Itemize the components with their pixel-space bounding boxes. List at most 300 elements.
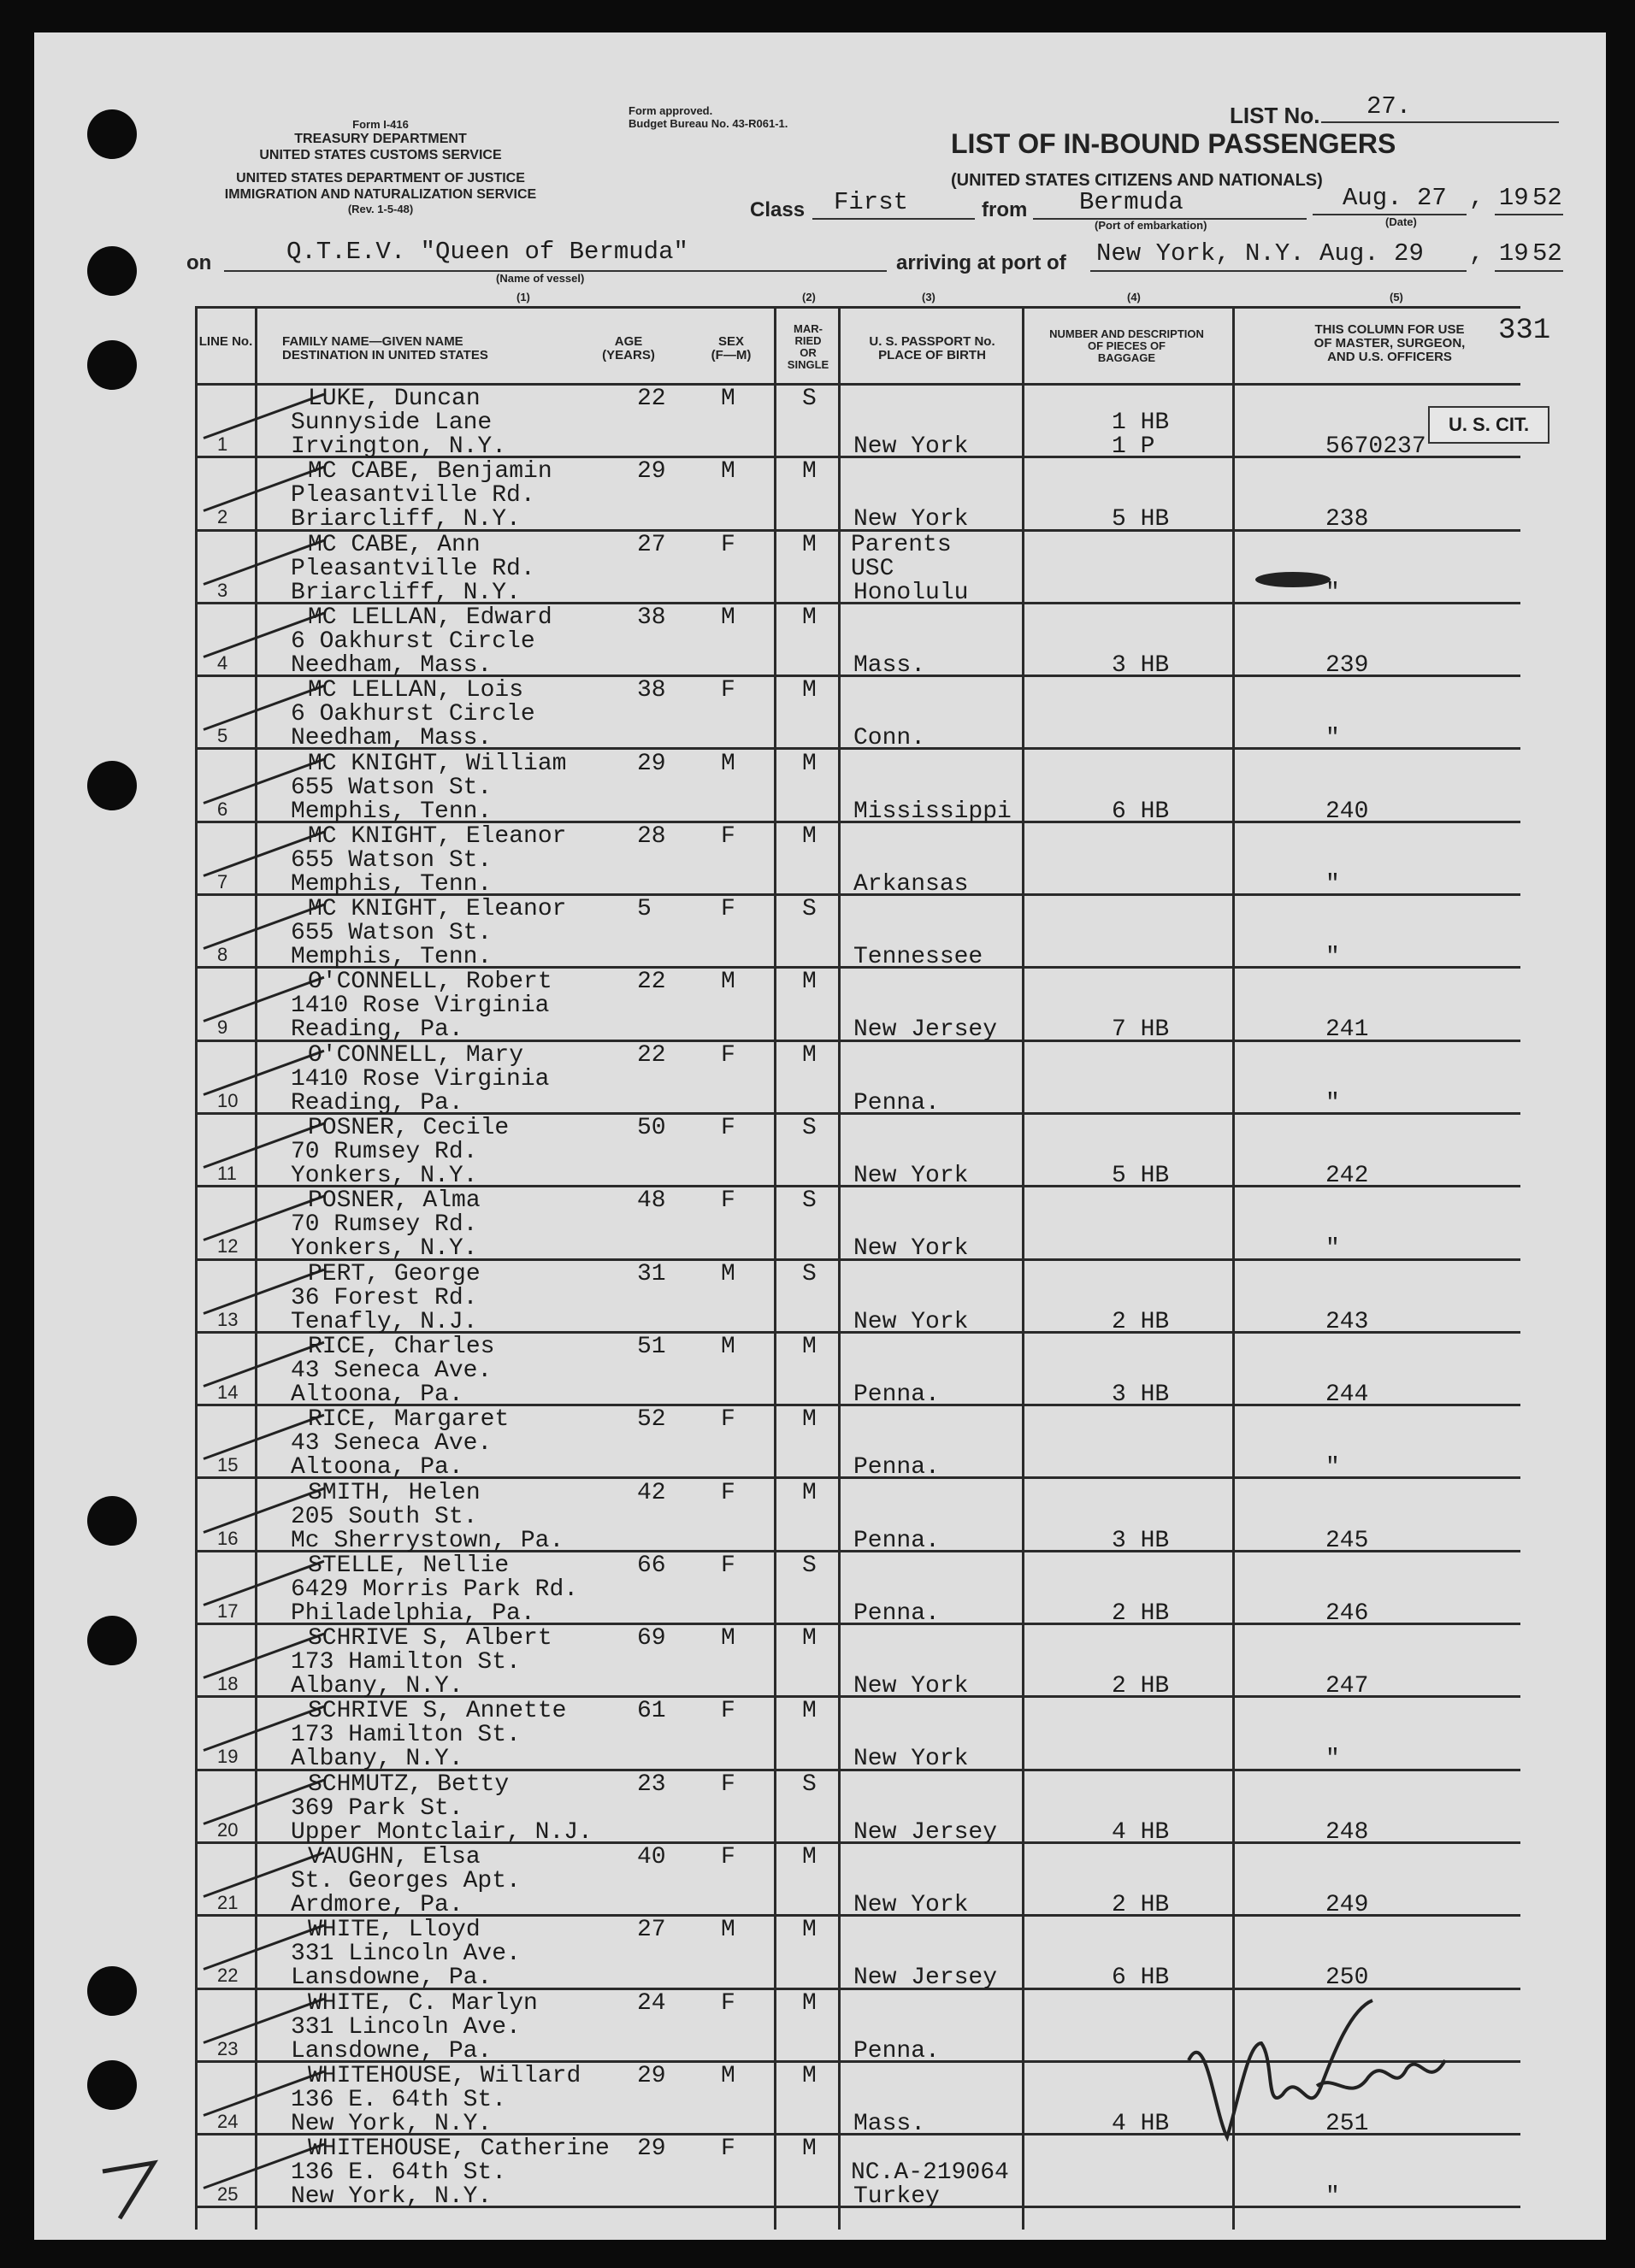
list-underline xyxy=(1321,121,1559,123)
col-num-3: (3) xyxy=(922,291,936,303)
punch-hole xyxy=(87,246,137,296)
year-prefix-2: 19 xyxy=(1498,239,1529,268)
passenger-name: MC CABE, Benjamin xyxy=(308,458,552,486)
table-row xyxy=(195,823,1520,896)
age: 61 xyxy=(637,1698,666,1725)
list-title: LIST OF IN-BOUND PASSENGERS xyxy=(951,128,1396,159)
age: 27 xyxy=(637,531,666,558)
sex: F xyxy=(721,1115,735,1141)
page-number: 331 xyxy=(1498,315,1551,347)
address-line-2: Ardmore, Pa. xyxy=(291,1892,463,1918)
sex: F xyxy=(721,1479,735,1506)
table-row xyxy=(195,1480,1520,1552)
officer-entry: 5670237 xyxy=(1325,433,1426,460)
officer-entry: " xyxy=(1325,1454,1340,1482)
address-line-2: Mc Sherrystown, Pa. xyxy=(291,1527,564,1554)
address-line-2: Memphis, Tenn. xyxy=(291,944,493,971)
place-of-birth: New York xyxy=(853,1892,969,1918)
col-num-4: (4) xyxy=(1127,291,1141,303)
age: 22 xyxy=(637,969,666,996)
arrival-year-prefix: , 19 xyxy=(1469,239,1529,268)
marital-status: M xyxy=(802,1333,817,1360)
place-of-birth: Penna. xyxy=(853,1454,940,1482)
address-line-2: Tenafly, N.J. xyxy=(291,1308,478,1335)
age: 27 xyxy=(637,1917,666,1944)
line-number: 13 xyxy=(217,1308,239,1330)
officer-entry: 251 xyxy=(1325,2110,1369,2137)
marital-status: M xyxy=(802,1041,817,1069)
place-of-birth: New York xyxy=(853,1308,969,1335)
officer-entry: 247 xyxy=(1325,1673,1369,1700)
line-number: 24 xyxy=(217,2110,239,2132)
punch-hole xyxy=(87,761,137,810)
officer-entry: " xyxy=(1325,1235,1340,1263)
line-number: 19 xyxy=(217,1746,239,1768)
passenger-name: O'CONNELL, Robert xyxy=(308,969,552,996)
address-line-1: 70 Rumsey Rd. xyxy=(291,1139,478,1165)
baggage-line-2: 2 HB xyxy=(1112,1892,1170,1918)
punch-hole xyxy=(87,2060,137,2110)
address-line-1: 70 Rumsey Rd. xyxy=(291,1211,478,1239)
vessel-name: Q.T.E.V. "Queen of Bermuda" xyxy=(286,238,688,266)
on-label: on xyxy=(186,251,212,274)
marital-status: M xyxy=(802,1844,817,1870)
place-of-birth: Penna. xyxy=(853,1527,940,1554)
passenger-name: SCHRIVE S, Albert xyxy=(308,1625,552,1652)
passenger-name: RICE, Margaret xyxy=(308,1406,510,1434)
address-line-1: St. Georges Apt. xyxy=(291,1868,521,1894)
passenger-name: MC LELLAN, Lois xyxy=(308,677,524,704)
passenger-name: MC KNIGHT, Eleanor xyxy=(308,896,567,923)
marital-status: S xyxy=(802,1770,817,1798)
address-line-2: Memphis, Tenn. xyxy=(291,870,493,898)
embarkation-port: Bermuda xyxy=(1079,188,1183,216)
sex: F xyxy=(721,822,735,850)
baggage-line-2: 3 HB xyxy=(1112,1381,1170,1408)
address-line-2: Altoona, Pa. xyxy=(291,1381,463,1408)
address-line-2: Irvington, N.Y. xyxy=(291,433,507,460)
baggage-line-2: 3 HB xyxy=(1112,1527,1170,1554)
marital-status: M xyxy=(802,1625,817,1652)
table-row xyxy=(195,751,1520,823)
age: 24 xyxy=(637,1989,666,2017)
place-of-birth: New York xyxy=(853,1746,969,1773)
line-number: 20 xyxy=(217,1818,239,1841)
address-line-1: Pleasantville Rd. xyxy=(291,482,535,510)
place-of-birth: Penna. xyxy=(853,2037,940,2065)
passenger-name: SCHRIVE S, Annette xyxy=(308,1698,567,1725)
officer-entry: " xyxy=(1325,870,1340,898)
table-row xyxy=(195,1698,1520,1773)
line-number: 9 xyxy=(217,1016,228,1039)
table-row xyxy=(195,969,1520,1044)
address-line-1: 173 Hamilton St. xyxy=(291,1722,521,1749)
passenger-name: MC KNIGHT, Eleanor xyxy=(308,822,567,850)
address-line-1: 6 Oakhurst Circle xyxy=(291,701,535,728)
place-of-birth: Penna. xyxy=(853,1089,940,1116)
sex: F xyxy=(721,1989,735,2017)
officer-entry: 250 xyxy=(1325,1965,1369,1992)
passenger-name: MC KNIGHT, William xyxy=(308,750,567,777)
baggage-line-2: 6 HB xyxy=(1112,798,1170,825)
marital-status: M xyxy=(802,458,817,486)
baggage-line-2: 1 P xyxy=(1112,433,1155,460)
address-line-1: 43 Seneca Ave. xyxy=(291,1430,493,1458)
address-line-2: Lansdowne, Pa. xyxy=(291,2037,493,2065)
address-line-1: 1410 Rose Virginia xyxy=(291,1065,550,1093)
marital-status: S xyxy=(802,896,817,923)
address-line-2: Needham, Mass. xyxy=(291,651,493,679)
officer-entry: " xyxy=(1325,2183,1340,2211)
address-line-1: 173 Hamilton St. xyxy=(291,1649,521,1676)
sex: M xyxy=(721,750,735,777)
age: 42 xyxy=(637,1479,666,1506)
table-row xyxy=(195,1261,1520,1334)
place-of-birth: Honolulu xyxy=(853,579,969,606)
age: 40 xyxy=(637,1844,666,1870)
marital-status: M xyxy=(802,531,817,558)
age: 51 xyxy=(637,1333,666,1360)
passenger-name: WHITE, C. Marlyn xyxy=(308,1989,538,2017)
col-header-baggage: NUMBER AND DESCRIPTION OF PIECES OF BAGGAGE xyxy=(1049,327,1204,364)
line-number: 6 xyxy=(217,798,228,820)
place-of-birth: New York xyxy=(853,1235,969,1263)
line-number: 22 xyxy=(217,1965,239,1987)
ink-smudge xyxy=(1248,564,1343,598)
col-header-passport: U. S. PASSPORT No. PLACE OF BIRTH xyxy=(869,334,995,362)
age: 66 xyxy=(637,1552,666,1579)
departure-year-prefix: , 19 xyxy=(1469,184,1529,212)
passenger-name: PERT, George xyxy=(308,1260,481,1287)
sex: M xyxy=(721,386,735,412)
line-number: 17 xyxy=(217,1599,239,1622)
age: 38 xyxy=(637,604,666,631)
place-of-birth: New Jersey xyxy=(853,1965,998,1992)
place-of-birth: New Jersey xyxy=(853,1016,998,1044)
place-of-birth: Mass. xyxy=(853,651,926,679)
place-of-birth: Turkey xyxy=(853,2183,940,2211)
address-line-2: Reading, Pa. xyxy=(291,1016,463,1044)
marital-status: M xyxy=(802,2062,817,2089)
passenger-name: WHITEHOUSE, Catherine xyxy=(308,2135,610,2163)
address-line-2: Briarcliff, N.Y. xyxy=(291,579,521,606)
table-row xyxy=(195,1042,1520,1115)
arriving-label: arriving at port of xyxy=(896,251,1066,274)
address-line-1: 655 Watson St. xyxy=(291,920,493,947)
sex: F xyxy=(721,531,735,558)
officer-entry: 245 xyxy=(1325,1527,1369,1554)
address-line-2: Lansdowne, Pa. xyxy=(291,1965,493,1992)
line-number: 4 xyxy=(217,651,228,674)
line-number: 12 xyxy=(217,1235,239,1258)
officer-entry: 249 xyxy=(1325,1892,1369,1918)
place-of-birth: Mass. xyxy=(853,2110,926,2137)
budget-bureau: Budget Bureau No. 43-R061-1. xyxy=(629,117,788,130)
line-number: 14 xyxy=(217,1381,239,1403)
form-number: Form I-416 xyxy=(352,118,409,131)
col-header-line: LINE No. xyxy=(198,334,253,349)
from-label: from xyxy=(982,198,1028,221)
arrival-year-underline xyxy=(1495,270,1563,272)
passenger-name: MC LELLAN, Edward xyxy=(308,604,552,631)
baggage-line-1: 1 HB xyxy=(1112,409,1170,436)
class-underline xyxy=(812,218,975,220)
officer-entry: 238 xyxy=(1325,506,1369,533)
punch-hole xyxy=(87,1496,137,1546)
baggage-line-2: 2 HB xyxy=(1112,1308,1170,1335)
passenger-name: SMITH, Helen xyxy=(308,1479,481,1506)
marital-status: S xyxy=(802,1115,817,1141)
line-number: 11 xyxy=(217,1163,237,1184)
customs-service: UNITED STATES CUSTOMS SERVICE xyxy=(259,148,502,162)
passport-line-2: USC xyxy=(851,555,894,582)
baggage-line-2: 2 HB xyxy=(1112,1599,1170,1627)
address-line-2: Yonkers, N.Y. xyxy=(291,1235,478,1263)
marital-status: M xyxy=(802,1479,817,1506)
class-label: Class xyxy=(750,198,806,221)
address-line-2: Needham, Mass. xyxy=(291,725,493,752)
marital-status: M xyxy=(802,969,817,996)
passenger-name: POSNER, Cecile xyxy=(308,1115,510,1141)
line-number: 3 xyxy=(217,579,228,601)
line-number: 25 xyxy=(217,2183,239,2206)
address-line-2: Albany, N.Y. xyxy=(291,1673,463,1700)
marital-status: M xyxy=(802,822,817,850)
address-line-2: Albany, N.Y. xyxy=(291,1746,463,1773)
officer-entry: 240 xyxy=(1325,798,1369,825)
year-prefix: 19 xyxy=(1498,184,1529,212)
passenger-name: WHITEHOUSE, Willard xyxy=(308,2062,581,2089)
sex: F xyxy=(721,1552,735,1579)
address-line-1: 36 Forest Rd. xyxy=(291,1284,478,1311)
table-row xyxy=(195,677,1520,750)
address-line-2: Upper Montclair, N.J. xyxy=(291,1818,593,1846)
officer-entry: " xyxy=(1325,944,1340,971)
address-line-2: Philadelphia, Pa. xyxy=(291,1599,535,1627)
table-row xyxy=(195,1552,1520,1625)
passenger-name: STELLE, Nellie xyxy=(308,1552,510,1579)
col-num-2: (2) xyxy=(802,291,816,303)
age: 50 xyxy=(637,1115,666,1141)
line-number: 8 xyxy=(217,944,228,966)
list-number: 27. xyxy=(1366,92,1412,121)
passenger-name: O'CONNELL, Mary xyxy=(308,1041,524,1069)
age: 29 xyxy=(637,2062,666,2089)
place-of-birth: Conn. xyxy=(853,725,926,752)
embarkation-caption: (Port of embarkation) xyxy=(1095,219,1207,232)
officer-entry: 242 xyxy=(1325,1163,1369,1189)
passenger-name: MC CABE, Ann xyxy=(308,531,481,558)
baggage-line-2: 5 HB xyxy=(1112,506,1170,533)
class-value: First xyxy=(834,188,909,216)
col-num-1: (1) xyxy=(516,291,530,303)
address-line-1: Sunnyside Lane xyxy=(291,409,493,436)
address-line-1: 6 Oakhurst Circle xyxy=(291,627,535,655)
officer-entry: 244 xyxy=(1325,1381,1369,1408)
marital-status: M xyxy=(802,2135,817,2163)
sex: F xyxy=(721,2135,735,2163)
line-number: 15 xyxy=(217,1454,239,1476)
col-header-name: FAMILY NAME—GIVEN NAME DESTINATION IN UNITED STATES xyxy=(282,334,488,362)
line-number: 23 xyxy=(217,2037,239,2059)
form-revision: (Rev. 1-5-48) xyxy=(347,203,414,215)
sex: F xyxy=(721,1041,735,1069)
form-approved: Form approved. xyxy=(629,104,713,117)
line-number: 7 xyxy=(217,870,228,892)
age: 5 xyxy=(637,896,652,923)
line-number: 1 xyxy=(217,433,228,455)
age: 38 xyxy=(637,677,666,704)
arrival-underline xyxy=(1090,270,1467,272)
departure-date: Aug. 27 xyxy=(1343,184,1447,212)
punch-hole xyxy=(87,340,137,390)
sex: F xyxy=(721,1187,735,1215)
marital-status: M xyxy=(802,604,817,631)
sex: M xyxy=(721,1260,735,1287)
place-of-birth: New York xyxy=(853,1163,969,1189)
officer-entry: " xyxy=(1325,1746,1340,1773)
marital-status: S xyxy=(802,386,817,412)
marital-status: M xyxy=(802,1698,817,1725)
arrival-port-date: New York, N.Y. Aug. 29 xyxy=(1096,239,1424,268)
sex: M xyxy=(721,2062,735,2089)
officer-entry: " xyxy=(1325,579,1340,606)
table-row xyxy=(195,1625,1520,1698)
table-row xyxy=(195,1771,1520,1844)
officer-entry: " xyxy=(1325,1089,1340,1116)
age: 29 xyxy=(637,2135,666,2163)
marital-status: M xyxy=(802,677,817,704)
table-row xyxy=(195,1844,1520,1917)
age: 31 xyxy=(637,1260,666,1287)
address-line-1: 331 Lincoln Ave. xyxy=(291,2013,521,2041)
punch-hole xyxy=(87,1966,137,2016)
ins-service: IMMIGRATION AND NATURALIZATION SERVICE xyxy=(224,187,537,202)
col-header-married: MAR- RIED OR SINGLE xyxy=(787,322,829,371)
age: 52 xyxy=(637,1406,666,1434)
address-line-1: Pleasantville Rd. xyxy=(291,555,535,582)
line-number: 16 xyxy=(217,1527,239,1549)
list-subtitle: (UNITED STATES CITIZENS AND NATIONALS) xyxy=(951,171,1323,190)
age: 23 xyxy=(637,1770,666,1798)
address-line-2: Altoona, Pa. xyxy=(291,1454,463,1482)
punch-hole xyxy=(87,1616,137,1665)
address-line-2: Reading, Pa. xyxy=(291,1089,463,1116)
officer-entry: 241 xyxy=(1325,1016,1369,1044)
age: 22 xyxy=(637,1041,666,1069)
baggage-line-2: 3 HB xyxy=(1112,651,1170,679)
baggage-line-2: 5 HB xyxy=(1112,1163,1170,1189)
us-citizen-stamp: U. S. CIT. xyxy=(1428,406,1549,444)
age: 28 xyxy=(637,822,666,850)
sex: M xyxy=(721,1917,735,1944)
table-top-border xyxy=(195,306,1520,309)
date-caption: (Date) xyxy=(1385,215,1417,228)
place-of-birth: Arkansas xyxy=(853,870,969,898)
marital-status: M xyxy=(802,1989,817,2017)
baggage-line-2: 6 HB xyxy=(1112,1965,1170,1992)
age: 69 xyxy=(637,1625,666,1652)
officer-entry: 248 xyxy=(1325,1818,1369,1846)
sex: M xyxy=(721,604,735,631)
age: 29 xyxy=(637,458,666,486)
punch-hole xyxy=(87,109,137,159)
baggage-line-2: 2 HB xyxy=(1112,1673,1170,1700)
line-number: 21 xyxy=(217,1892,239,1913)
passport-line-1: Parents xyxy=(851,531,952,558)
departure-year: 52 xyxy=(1532,184,1562,212)
form-id-block xyxy=(192,118,569,215)
address-line-2: Yonkers, N.Y. xyxy=(291,1163,478,1189)
approval-block xyxy=(629,104,902,130)
line-number: 10 xyxy=(217,1089,239,1111)
baggage-line-2: 7 HB xyxy=(1112,1016,1170,1044)
address-line-1: 136 E. 64th St. xyxy=(291,2086,507,2113)
place-of-birth: Penna. xyxy=(853,1381,940,1408)
marital-status: S xyxy=(802,1552,817,1579)
address-line-1: 655 Watson St. xyxy=(291,846,493,874)
age: 22 xyxy=(637,386,666,412)
col-num-5: (5) xyxy=(1390,291,1403,303)
age: 48 xyxy=(637,1187,666,1215)
marital-status: M xyxy=(802,750,817,777)
sex: M xyxy=(721,969,735,996)
col-header-officers: THIS COLUMN FOR USE OF MASTER, SURGEON, AND U.S. OFFICERS xyxy=(1313,322,1466,364)
year-underline xyxy=(1495,214,1563,215)
sex: F xyxy=(721,896,735,923)
sex: M xyxy=(721,458,735,486)
place-of-birth: Penna. xyxy=(853,1599,940,1627)
marital-status: M xyxy=(802,1406,817,1434)
sex: M xyxy=(721,1625,735,1652)
table-row xyxy=(195,1917,1520,1992)
col-header-age: AGE (YEARS) xyxy=(602,334,655,362)
place-of-birth: New Jersey xyxy=(853,1818,998,1846)
vessel-caption: (Name of vessel) xyxy=(496,272,585,285)
justice-dept: UNITED STATES DEPARTMENT OF JUSTICE xyxy=(236,171,525,186)
baggage-line-2: 4 HB xyxy=(1112,2110,1170,2137)
address-line-1: 136 E. 64th St. xyxy=(291,2159,507,2187)
address-line-1: 205 South St. xyxy=(291,1503,478,1530)
sex: F xyxy=(721,677,735,704)
arrival-year: 52 xyxy=(1532,239,1562,268)
officer-signature xyxy=(1180,1992,1462,2180)
sex: F xyxy=(721,1844,735,1870)
table-row xyxy=(195,1187,1520,1263)
table-row xyxy=(195,1115,1520,1187)
table-row xyxy=(195,458,1520,531)
place-of-birth: New York xyxy=(853,1673,969,1700)
passenger-name: LUKE, Duncan xyxy=(308,386,481,412)
line-number: 5 xyxy=(217,725,228,747)
place-of-birth: New York xyxy=(853,433,969,460)
address-line-1: 1410 Rose Virginia xyxy=(291,993,550,1020)
place-of-birth: Tennessee xyxy=(853,944,983,971)
table-row xyxy=(195,386,1520,458)
list-label: LIST No. xyxy=(1230,103,1320,128)
sex: F xyxy=(721,1698,735,1725)
address-line-1: 43 Seneca Ave. xyxy=(291,1357,493,1384)
passenger-name: RICE, Charles xyxy=(308,1333,495,1360)
address-line-1: 331 Lincoln Ave. xyxy=(291,1941,521,1968)
address-line-2: Memphis, Tenn. xyxy=(291,798,493,825)
marital-status: M xyxy=(802,1917,817,1944)
address-line-1: 655 Watson St. xyxy=(291,774,493,801)
passenger-name: WHITE, Lloyd xyxy=(308,1917,481,1944)
address-line-2: New York, N.Y. xyxy=(291,2110,493,2137)
col-header-sex: SEX (F—M) xyxy=(711,334,752,362)
marital-status: S xyxy=(802,1187,817,1215)
